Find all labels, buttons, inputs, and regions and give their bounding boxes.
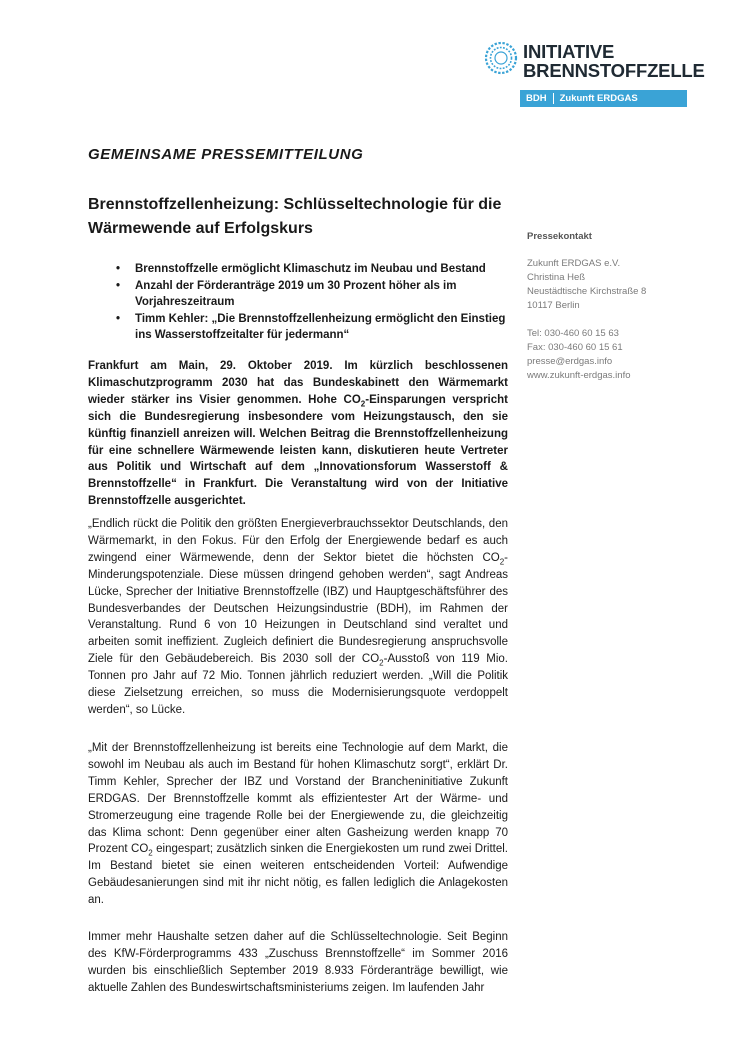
logo (483, 40, 705, 107)
headline: Brennstoffzellenheizung: Schlüsseltechnologie für die Wärmewende auf Erfolgskurs (88, 196, 502, 237)
logo-text (523, 42, 705, 80)
key-points (116, 261, 511, 344)
key-point: • Brennstoffzelle ermöglicht Klimaschutz im Neubau und Bestand (116, 261, 511, 277)
logo-line-1: INITIATIVE (523, 40, 615, 62)
contact-web[interactable]: www.zukunft-erdgas.info (527, 370, 631, 381)
lead-paragraph: Frankfurt am Main, 29. Oktober 2019. Im kürzlich beschlossenen Klimaschutzprogramm 2030 hat das Bundeskabinett den Wärmemarkt wieder stärker ins Visier genommen. Hohe $CO_2$-Einsparungen verspricht sich die Bundesregierung insbesondere vom Heizungstausch, den sie künftig finanziell anreizen will. Welchen Beitrag die Brennstoffzellenheizung für eine schnellere Wärmewende leisten kann, diskutieren heute Vertreter aus Politik und Wirtschaft auf dem „Innovationsforum Wasserstoff & Brennstoffzelle“ in Frankfurt. Die Veranstaltung wird von der Initiative Brennstoffzelle ausgerichtet. (88, 360, 508, 508)
fuel-cell-ring-icon (483, 40, 523, 81)
contact-email[interactable]: presse@erdgas.info (527, 356, 613, 367)
logo-bar-bdh: BDH (526, 93, 547, 104)
key-point: • Timm Kehler: „Die Brennstoffzellenheizung ermöglicht den Einstieg ins Wasserstoffzeitalter für jedermann“ (116, 311, 511, 343)
contact-org: Zukunft ERDGAS e.V. (527, 258, 621, 269)
logo-line-2: BRENNSTOFFZELLE (523, 59, 705, 81)
key-point: • Anzahl der Förderanträge 2019 um 30 Prozent höher als im Vorjahreszeitraum (116, 278, 511, 310)
contact-street: Neustädtische Kirchstraße 8 (527, 286, 647, 297)
logo-bar-zukunft-erdgas: Zukunft ERDGAS (559, 93, 638, 104)
logo-partner-bar (520, 90, 687, 107)
contact-fax: Fax: 030-460 60 15 61 (527, 342, 623, 353)
contact-name: Christina Heß (527, 272, 586, 283)
press-contact-heading: Pressekontakt (527, 231, 592, 242)
contact-city: 10117 Berlin (527, 300, 580, 311)
body-paragraph-1: „Endlich rückt die Politik den größten Energieverbrauchssektor Deutschlands, den Wärmemarkt, in den Fokus. Für den Erfolg der Energiewende bedarf es auch zwingend einer Wärmewende, denn der Sektor bietet die höchsten $CO_2$-Minderungspotenziale. Diese müssen dringend gehoben werden“, sagt Andreas Lücke, Sprecher der Initiative Brennstoffzelle (IBZ) und Hauptgeschäftsführer des Bundesverbandes der Deutschen Heizungsindustrie (BDH), im Rahmen der Veranstaltung. Rund 6 von 10 Heizungen in Deutschland sind veraltet und arbeiten somit ineffizient. Zugleich definiert die Bundesregierung anspruchsvolle Ziele für den Gebäudebereich. Bis 2030 soll der $CO_2$-Ausstoß von 119 Mio. Tonnen pro Jahr auf 72 Mio. Tonnen jährlich reduziert werden. „Will die Politik diese Zielsetzung erreichen, so muss die Modernisierungsquote verdoppelt werden“, so Lücke. (88, 518, 509, 716)
logo-bar-divider (553, 93, 554, 104)
document-label: GEMEINSAME PRESSEMITTEILUNG (88, 146, 364, 163)
body-paragraph-3: Immer mehr Haushalte setzen daher auf die Schlüsseltechnologie. Seit Beginn des KfW-Förderprogramms 433 „Zuschuss Brennstoffzelle“ im Sommer 2016 wurden bis einschließlich September 2019 8.933 Förderanträge bewilligt, wie aktuelle Zahlen des Bundeswirtschaftsministeriums zeigen. Im laufenden Jahr (88, 931, 508, 994)
body-paragraph-2: „Mit der Brennstoffzellenheizung ist bereits eine Technologie auf dem Markt, die sowohl im Neubau als auch im Bestand für hohen Klimaschutz sorgt“, erklärt Dr. Timm Kehler, Sprecher der IBZ und Vorstand der Brancheninitiative Zukunft ERDGAS. Der Brennstoffzelle kommt als effizientester Art der Wärme- und Stromerzeugung eine tragende Rolle bei der Energiewende zu, die gleichzeitig das Klima schont: Denn gegenüber einer alten Gasheizung werden knapp 70 Prozent $CO_2$ eingespart; zusätzlich sinken die Energiekosten um rund zwei Drittel. Im Bestand bietet sie einen weiteren entscheidenden Vorteil: Aufwendige Gebäudesanierungen sind mit ihr nicht nötig, es fallen lediglich die Anlagekosten an. (88, 742, 508, 907)
contact-tel: Tel: 030-460 60 15 63 (527, 328, 619, 339)
press-contact (527, 230, 697, 383)
